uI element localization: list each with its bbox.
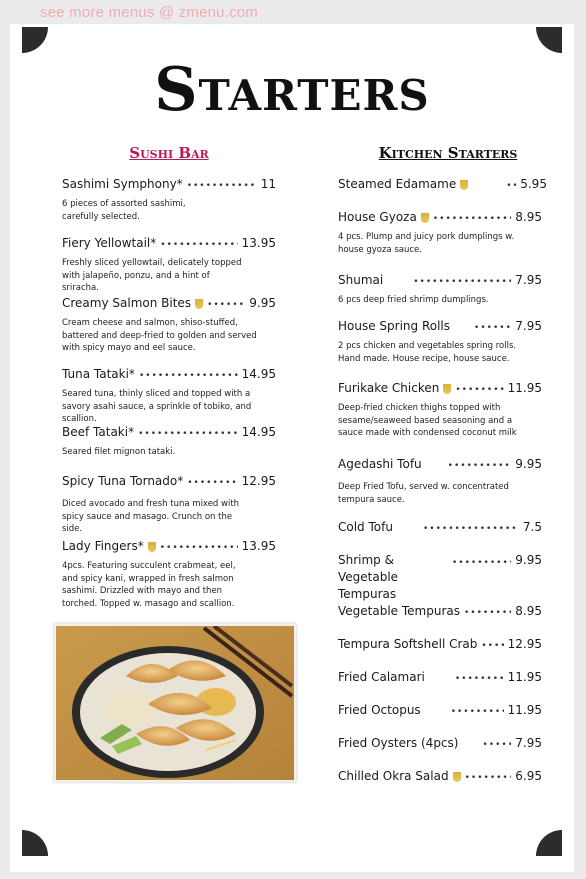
item-price: 8.95: [515, 210, 542, 224]
item-price: 7.95: [515, 736, 542, 750]
item-price: 8.95: [515, 604, 542, 618]
item-name: Cold Tofu: [338, 520, 393, 534]
leader-dots: [464, 605, 511, 622]
item-price: 12.95: [507, 637, 542, 651]
item-name: Spicy Tuna Tornado*: [62, 474, 184, 488]
watermark: see more menus @ zmenu.com: [40, 4, 259, 21]
page-title: Starters: [154, 55, 430, 125]
item-price: 11.95: [507, 670, 542, 684]
item-price: 5.95: [520, 177, 547, 191]
item-price: 13.95: [241, 539, 276, 553]
menu-item: [338, 735, 542, 754]
menu-item: [338, 669, 542, 688]
item-name: Vegetable Tempuras: [338, 604, 460, 618]
menu-item: [338, 552, 542, 603]
item-name: Steamed Edamame: [338, 176, 468, 193]
leader-dots: [465, 770, 512, 787]
item-description: 6 pieces of assorted sashimi, carefully selected.: [62, 199, 186, 222]
menu-page: [10, 24, 574, 872]
item-name: Agedashi Tofu: [338, 457, 422, 471]
corner-ornament: [536, 830, 562, 856]
item-name: Tuna Tataki*: [62, 367, 135, 381]
item-price: 9.95: [515, 457, 542, 471]
leader-dots: [139, 368, 238, 385]
leader-dots: [451, 704, 504, 721]
item-description: 4 pcs. Plump and juicy pork dumplings w. house gyoza sauce.: [338, 232, 515, 255]
medal-icon: [421, 213, 429, 223]
item-price: 7.95: [515, 273, 542, 287]
menu-item: [338, 702, 542, 721]
menu-item: [338, 272, 542, 307]
item-description: Freshly sliced yellowtail, delicately topped with jalapeño, ponzu, and a hint of sriracha.: [62, 258, 242, 293]
medal-icon: [460, 180, 468, 190]
leader-dots: [160, 237, 237, 254]
item-description: 4pcs. Featuring succulent crabmeat, eel, and spicy kani, wrapped in fresh salmon sashimi. Drizzled with mayo and then torched. Topped w. masago and scallion.: [62, 561, 236, 609]
item-price: 11.95: [507, 703, 542, 717]
menu-item: [338, 456, 542, 506]
item-description: Seared tuna, thinly sliced and topped with a savory asahi sauce, a sprinkle of tobiko, and scallion.: [62, 389, 252, 424]
item-price: 11: [260, 177, 276, 191]
menu-item: [338, 318, 542, 365]
item-name: Beef Tataki*: [62, 425, 135, 439]
medal-icon: [453, 772, 461, 782]
item-name: House Gyoza: [338, 209, 429, 226]
gyoza-plate-illustration: [56, 626, 294, 780]
gyoza-photo: [54, 624, 296, 782]
item-name: Furikake Chicken: [338, 380, 451, 397]
item-name: Shrimp & Vegetable Tempuras: [338, 553, 399, 601]
medal-icon: [148, 542, 156, 552]
menu-item: [338, 603, 542, 622]
leader-dots: [423, 521, 519, 538]
corner-ornament: [22, 27, 48, 53]
leader-dots: [482, 737, 511, 754]
item-description: Seared filet mignon tataki.: [62, 447, 176, 457]
leader-dots: [187, 178, 257, 195]
item-description: 6 pcs deep fried shrimp dumplings.: [338, 295, 489, 305]
item-name: Chilled Okra Salad: [338, 768, 461, 785]
item-price: 13.95: [241, 236, 276, 250]
menu-item: [338, 768, 542, 787]
item-price: 14.95: [241, 425, 276, 439]
leader-dots: [160, 540, 238, 557]
item-name: Shumai: [338, 273, 384, 287]
item-description: Deep-fried chicken thighs topped with sesame/seaweed based seasoning and a sauce made with condensed coconut milk: [338, 403, 517, 438]
item-name: Fried Oysters (4pcs): [338, 736, 459, 750]
menu-item: [62, 424, 276, 459]
leader-dots: [506, 178, 516, 195]
item-price: 9.95: [515, 553, 542, 567]
menu-item: [338, 380, 542, 440]
item-price: 9.95: [249, 296, 276, 310]
item-price: 7.5: [522, 520, 542, 534]
medal-icon: [195, 299, 203, 309]
leader-dots: [452, 555, 511, 572]
item-price: 7.95: [515, 319, 542, 333]
menu-item: [338, 636, 542, 655]
leader-dots: [455, 382, 503, 399]
menu-item: [62, 538, 276, 610]
item-price: 6.95: [515, 769, 542, 783]
menu-item: [62, 176, 276, 223]
section-heading-sushi-bar: Sushi Bar: [129, 144, 209, 162]
leader-dots: [433, 211, 511, 228]
leader-dots: [448, 458, 512, 475]
menu-item: [62, 235, 276, 295]
corner-ornament: [536, 27, 562, 53]
leader-dots: [413, 274, 511, 291]
item-description: 2 pcs chicken and vegetables spring rolls. Hand made. House recipe, house sauce.: [338, 341, 517, 364]
menu-item: [62, 295, 276, 355]
item-name: Fried Calamari: [338, 670, 425, 684]
item-name: Fried Octopus: [338, 703, 421, 717]
item-price: 11.95: [507, 381, 542, 395]
item-name: House Spring Rolls: [338, 319, 451, 333]
item-name: Creamy Salmon Bites: [62, 295, 203, 312]
menu-item: [62, 366, 276, 426]
menu-item: [338, 519, 542, 538]
leader-dots: [474, 320, 511, 337]
item-name: Fiery Yellowtail*: [62, 236, 157, 250]
item-name: Tempura Softshell Crab: [338, 637, 478, 651]
item-description: Cream cheese and salmon, shiso-stuffed, battered and deep-fried to golden and served with spicy mayo and eel sauce.: [62, 318, 257, 353]
corner-ornament: [22, 830, 48, 856]
menu-item: [338, 176, 547, 195]
item-price: 12.95: [241, 474, 276, 488]
leader-dots: [481, 638, 503, 655]
menu-item: [338, 209, 542, 256]
item-name: Lady Fingers*: [62, 538, 156, 555]
item-price: 14.95: [241, 367, 276, 381]
leader-dots: [138, 426, 238, 443]
leader-dots: [455, 671, 504, 688]
medal-icon: [443, 384, 451, 394]
leader-dots: [187, 475, 237, 492]
item-description: Diced avocado and fresh tuna mixed with spicy sauce and masago. Crunch on the side.: [62, 499, 240, 534]
item-name: Sashimi Symphony*: [62, 177, 183, 191]
item-description: Deep Fried Tofu, served w. concentrated tempura sauce.: [338, 482, 509, 505]
menu-item: [62, 473, 276, 536]
section-heading-kitchen-starters: Kitchen Starters: [378, 144, 518, 162]
leader-dots: [207, 297, 245, 314]
